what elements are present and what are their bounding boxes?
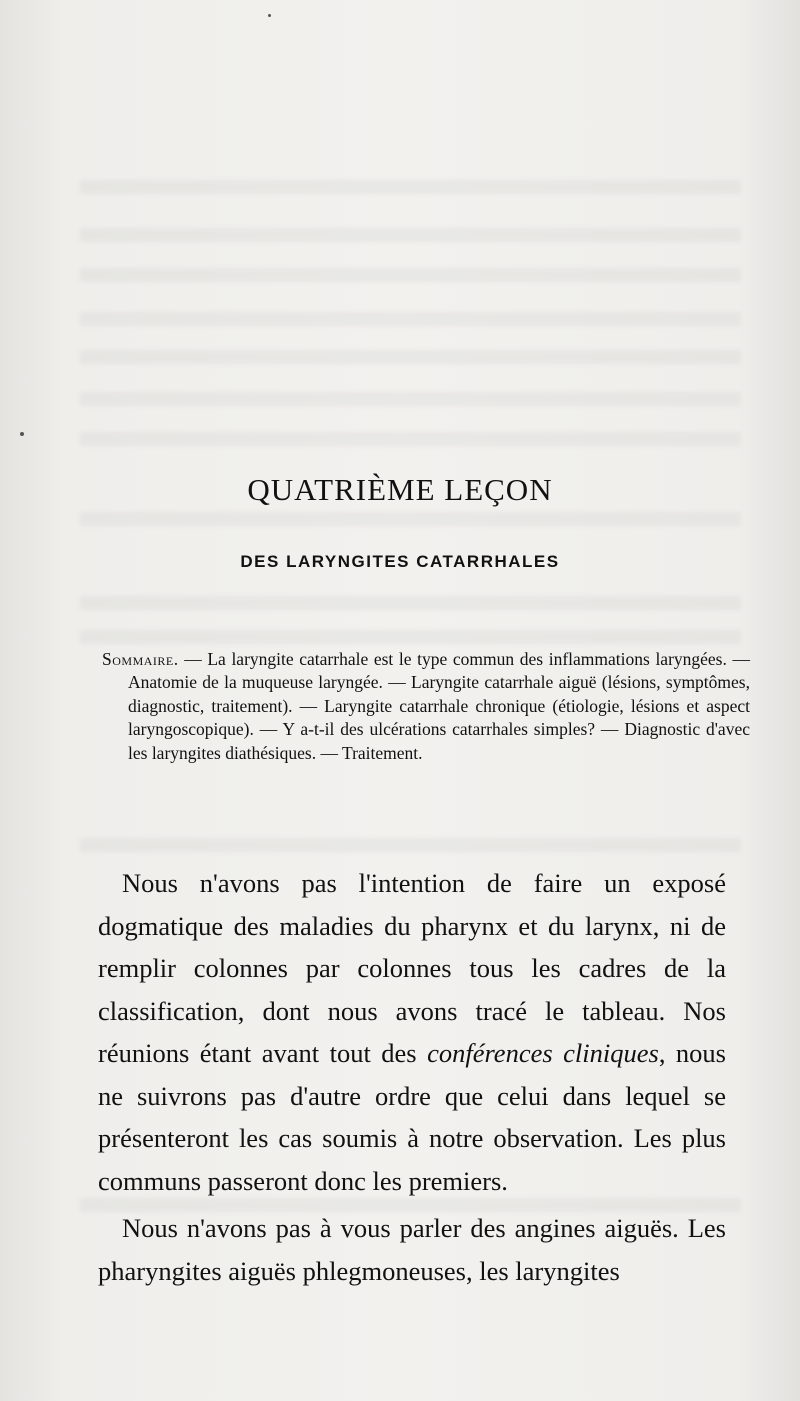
summary-text: — La laryngite catarrhale est le type commun des inflammations laryngées. — Anatomie de la muqueuse laryngée. — Laryngite catarrhale aiguë (lésions, symptômes, diagnostic, traitement). — Laryngite catarrhale chronique (étiologie, lésions et aspect laryngoscopique). — Y a-t-il des ulcérations catarrhales simples? — Diagnostic d'avec les laryngites diathésiques. — Traitement.: [128, 649, 750, 763]
paragraph-text: Nous n'avons pas l'intention de faire un exposé dogmatique des maladies du pharynx et du larynx, ni de remplir colonnes par colonnes tous les cadres de la classification, dont nous avons tracé le tableau. Nos réunions étant avant tout des: [98, 868, 726, 1068]
bleed-through-line: [80, 350, 740, 364]
bleed-through-line: [80, 596, 740, 610]
bleed-through-line: [80, 228, 740, 242]
body-text: [98, 862, 726, 1297]
bleed-through-line: [80, 512, 740, 526]
section-title: DES LARYNGITES CATARRHALES: [240, 552, 560, 571]
summary-lead: Sommaire.: [102, 649, 179, 669]
paragraph-text: Nous n'avons pas à vous parler des angines aiguës. Les pharyngites aiguës phlegmoneuses, les laryngites: [98, 1213, 726, 1286]
paragraph: [98, 1207, 726, 1292]
bleed-through-line: [80, 630, 740, 644]
chapter-title: QUATRIÈME LEÇON: [247, 472, 553, 507]
emphasis-text: conférences cliniques: [427, 1038, 659, 1068]
paragraph: [98, 862, 726, 1202]
bleed-through-line: [80, 838, 740, 852]
bleed-through-line: [80, 312, 740, 326]
paragraph-text: , nous ne suivrons pas d'autre ordre que celui dans lequel se présenteront les cas soumis à notre observation. Les plus communs passeront donc les premiers.: [98, 1038, 726, 1196]
bleed-through-line: [80, 268, 740, 282]
chapter-summary: [102, 648, 750, 765]
bleed-through-line: [80, 432, 740, 446]
bleed-through-line: [80, 180, 740, 194]
speck: [20, 432, 24, 436]
bleed-through-line: [80, 392, 740, 406]
speck: [268, 14, 271, 17]
